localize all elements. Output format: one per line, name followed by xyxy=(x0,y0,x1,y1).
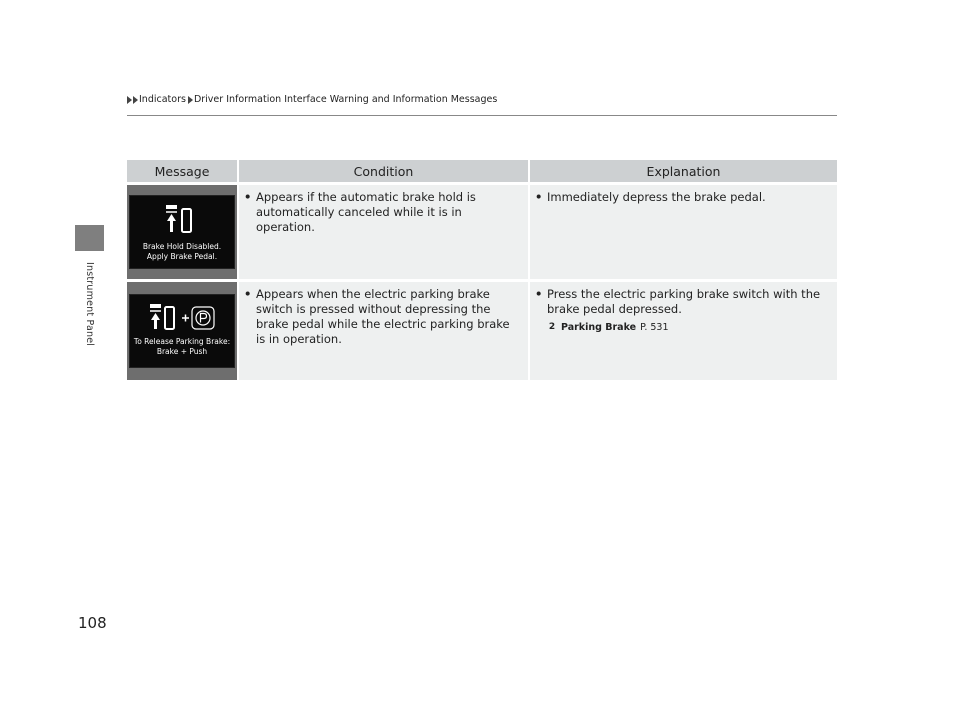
breadcrumb xyxy=(127,94,497,105)
screen-text-line: Brake + Push xyxy=(156,347,208,356)
bullet-icon: • xyxy=(244,287,252,301)
section-label: Instrument Panel xyxy=(84,262,95,347)
section-tab xyxy=(75,225,104,251)
column-header-condition: Condition xyxy=(237,160,528,182)
condition-cell xyxy=(237,282,528,380)
column-header-explanation: Explanation xyxy=(528,160,837,182)
condition-text: Appears when the electric parking brake switch is pressed without depressing the brake pedal while the electric parking brake is in operation. xyxy=(256,287,510,346)
brake-hold-screen xyxy=(129,195,235,269)
bullet-icon: • xyxy=(535,190,543,204)
bullet-icon: • xyxy=(535,287,543,301)
explanation-text: Press the electric parking brake switch with the brake pedal depressed. xyxy=(547,287,821,316)
explanation-cell xyxy=(528,282,837,380)
header-divider xyxy=(127,115,837,116)
parking-brake-screen xyxy=(129,294,235,368)
screen-text-line: Brake Hold Disabled. xyxy=(142,242,222,251)
page-number: 108 xyxy=(78,614,107,632)
screen-text-line: Apply Brake Pedal. xyxy=(146,252,218,261)
explanation-cell xyxy=(528,185,837,279)
message-table xyxy=(127,157,837,383)
breadcrumb-arrow-icon xyxy=(133,96,138,104)
condition-text: Appears if the automatic brake hold is automatically canceled while it is in operation. xyxy=(256,190,476,234)
table-row xyxy=(127,185,837,279)
table-row xyxy=(127,282,837,380)
breadcrumb-item-indicators[interactable]: Indicators xyxy=(139,94,186,105)
condition-cell xyxy=(237,185,528,279)
bullet-icon: • xyxy=(244,190,252,204)
breadcrumb-arrow-icon xyxy=(127,96,132,104)
table-header-row xyxy=(127,160,837,182)
message-image-cell xyxy=(127,282,237,380)
cross-reference-title[interactable]: Parking Brake xyxy=(561,322,637,333)
breadcrumb-item-messages[interactable]: Driver Information Interface Warning and Information Messages xyxy=(193,94,498,105)
column-header-message: Message xyxy=(127,160,237,182)
screen-text-line: To Release Parking Brake: xyxy=(133,337,231,346)
explanation-text: Immediately depress the brake pedal. xyxy=(547,190,766,204)
breadcrumb-arrow-icon xyxy=(188,96,193,104)
cross-reference-icon: 2 xyxy=(548,322,556,332)
cross-reference-link[interactable] xyxy=(547,320,831,335)
message-image-cell xyxy=(127,185,237,279)
cross-reference-page[interactable]: P. 531 xyxy=(640,322,669,333)
